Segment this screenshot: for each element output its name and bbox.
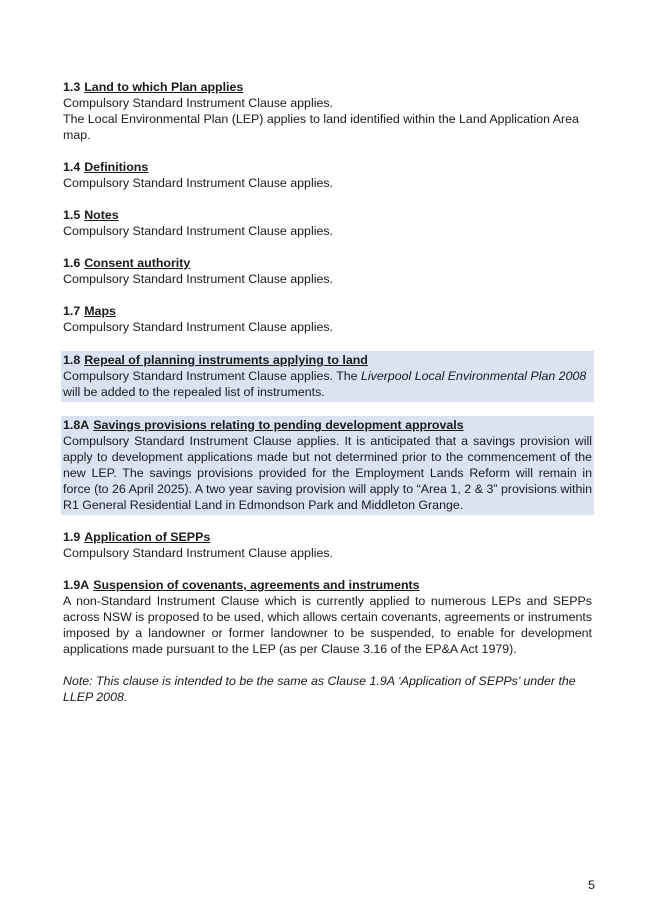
- section-title: Repeal of planning instruments applying to land: [84, 353, 368, 367]
- section-1-7: [63, 303, 592, 335]
- section-title: Definitions: [84, 160, 149, 174]
- section-heading: [63, 529, 592, 545]
- section-number: 1.3: [63, 80, 81, 94]
- section-text-part: will be added to the repealed list of instruments.: [63, 385, 325, 399]
- section-heading: [63, 255, 592, 271]
- section-title: Maps: [84, 304, 116, 318]
- section-heading: [63, 159, 592, 175]
- section-number: 1.7: [63, 304, 81, 318]
- document-body: [63, 79, 592, 721]
- section-1-6: [63, 255, 592, 287]
- section-title: Suspension of covenants, agreements and instruments: [93, 578, 420, 592]
- section-text: A non-Standard Instrument Clause which is currently applied to numerous LEPs and SEPPs across NSW is proposed to be used, which allows certain covenants, agreements or instruments imposed by a landowner or former landowner to be suspended, to enable for development applications made pursuant to the LEP (as per Clause 3.16 of the EP&A Act 1979).: [63, 594, 592, 656]
- section-heading: [63, 417, 592, 433]
- section-1-8-highlighted: [61, 351, 594, 402]
- section-heading: [63, 303, 592, 319]
- section-title: Consent authority: [84, 256, 191, 270]
- section-number: 1.4: [63, 160, 81, 174]
- section-text: Compulsory Standard Instrument Clause applies. It is anticipated that a savings provision will apply to development applications made but not determined prior to the commencement of the new LEP. The savings provisions provided for the Employment Lands Reform will remain in force (to 26 April 2025). A two year saving provision will apply to “Area 1, 2 & 3” provisions within R1 General Residential Land in Edmondson Park and Middleton Grange.: [63, 434, 592, 512]
- section-heading: [63, 79, 592, 95]
- section-text: Compulsory Standard Instrument Clause applies.: [63, 96, 333, 110]
- section-title: Notes: [84, 208, 119, 222]
- section-1-9a: [63, 577, 592, 705]
- section-heading: [63, 207, 592, 223]
- section-title: Application of SEPPs: [84, 530, 211, 544]
- plan-name-italic: Liverpool Local Environmental Plan 2008: [361, 369, 587, 383]
- section-number: 1.6: [63, 256, 81, 270]
- section-number: 1.9: [63, 530, 81, 544]
- section-text: The Local Environmental Plan (LEP) applies to land identified within the Land Application Area map.: [63, 112, 579, 142]
- section-text: Compulsory Standard Instrument Clause applies.: [63, 272, 333, 286]
- section-text-part: Compulsory Standard Instrument Clause applies. The: [63, 369, 361, 383]
- section-1-5: [63, 207, 592, 239]
- section-heading: [63, 352, 592, 368]
- section-text: Compulsory Standard Instrument Clause applies.: [63, 546, 333, 560]
- section-1-4: [63, 159, 592, 191]
- section-1-3: [63, 79, 592, 143]
- section-title: Land to which Plan applies: [84, 80, 244, 94]
- section-text: Compulsory Standard Instrument Clause applies.: [63, 320, 333, 334]
- section-text: Compulsory Standard Instrument Clause applies.: [63, 176, 333, 190]
- section-heading: [63, 577, 592, 593]
- section-text: Compulsory Standard Instrument Clause applies.: [63, 224, 333, 238]
- page-number: 5: [588, 878, 595, 892]
- section-title: Savings provisions relating to pending development approvals: [93, 418, 464, 432]
- section-number: 1.9A: [63, 578, 90, 592]
- section-number: 1.5: [63, 208, 81, 222]
- section-number: 1.8: [63, 353, 81, 367]
- section-1-8a-highlighted: [61, 416, 594, 515]
- section-text: [63, 368, 592, 400]
- section-note: Note: This clause is intended to be the same as Clause 1.9A ‘Application of SEPPs’ under the LLEP 2008.: [63, 674, 576, 704]
- section-number: 1.8A: [63, 418, 90, 432]
- section-1-9: [63, 529, 592, 561]
